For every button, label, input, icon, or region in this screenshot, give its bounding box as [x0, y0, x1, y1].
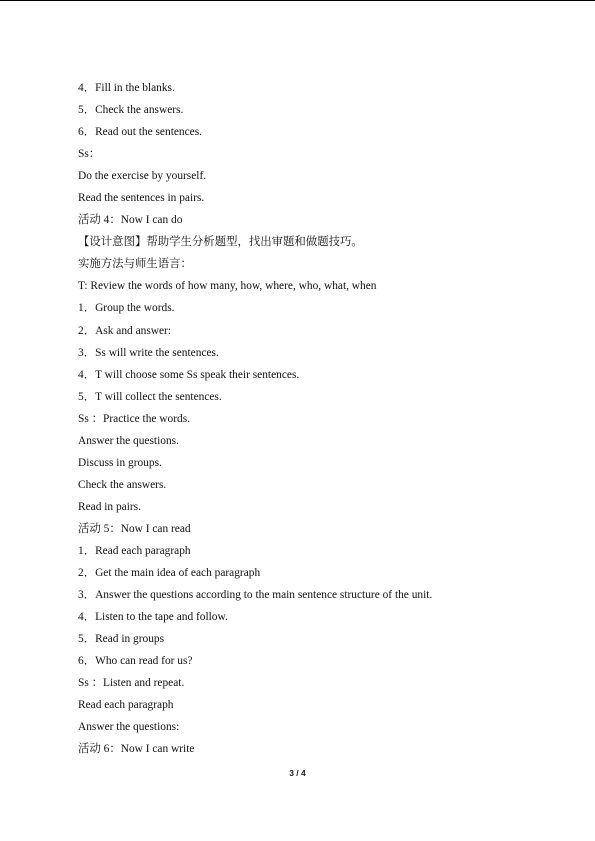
document-body: [78, 79, 548, 762]
text-line: Ss ：Practice the words.: [78, 412, 190, 425]
text-line: 2．Get the main idea of each paragraph: [78, 567, 261, 580]
text-line: Ss ：Listen and repeat.: [78, 677, 185, 690]
method-heading: 实施方法与师生语言：: [78, 258, 192, 271]
text-line: 4．T will choose some Ss speak their sentences.: [78, 368, 300, 381]
text-line: 1．Read each paragraph: [78, 544, 191, 557]
text-line: 4．Fill in the blanks.: [78, 82, 175, 94]
text-line: Read the sentences in pairs.: [78, 192, 205, 205]
activity-heading: 活动 6：Now I can write: [78, 743, 195, 756]
text-line: 1．Group the words.: [78, 302, 175, 315]
text-line: 5．Read in groups: [78, 633, 165, 646]
text-line: 3．Answer the questions according to the main sentence structure of the unit.: [78, 589, 433, 602]
text-line: Ss：: [78, 148, 101, 161]
text-line: T: Review the words of how many, how, where, who, what, when: [78, 280, 377, 293]
activity-heading: 活动 5：Now I can read: [78, 522, 191, 535]
text-line: 6．Read out the sentences.: [78, 126, 202, 139]
text-line: Answer the questions:: [78, 721, 180, 734]
design-intent: 【设计意图】帮助学生分析题型，找出审题和做题技巧。: [78, 236, 363, 249]
text-line: Do the exercise by yourself.: [78, 170, 207, 183]
text-line: Check the answers.: [78, 478, 167, 491]
text-line: 5．Check the answers.: [78, 104, 184, 117]
activity-heading: 活动 4：Now I can do: [78, 214, 183, 227]
text-line: Read in pairs.: [78, 500, 141, 513]
page-number: 3 / 4: [289, 768, 306, 778]
text-line: 2．Ask and answer:: [78, 324, 172, 337]
text-line: 5．T will collect the sentences.: [78, 390, 222, 403]
text-line: 4．Listen to the tape and follow.: [78, 611, 228, 624]
text-line: 3．Ss will write the sentences.: [78, 346, 219, 359]
top-rule: [0, 0, 595, 1]
text-line: Read each paragraph: [78, 699, 174, 712]
text-line: Discuss in groups.: [78, 456, 162, 469]
text-line: 6．Who can read for us?: [78, 655, 193, 668]
text-line: Answer the questions.: [78, 434, 179, 447]
